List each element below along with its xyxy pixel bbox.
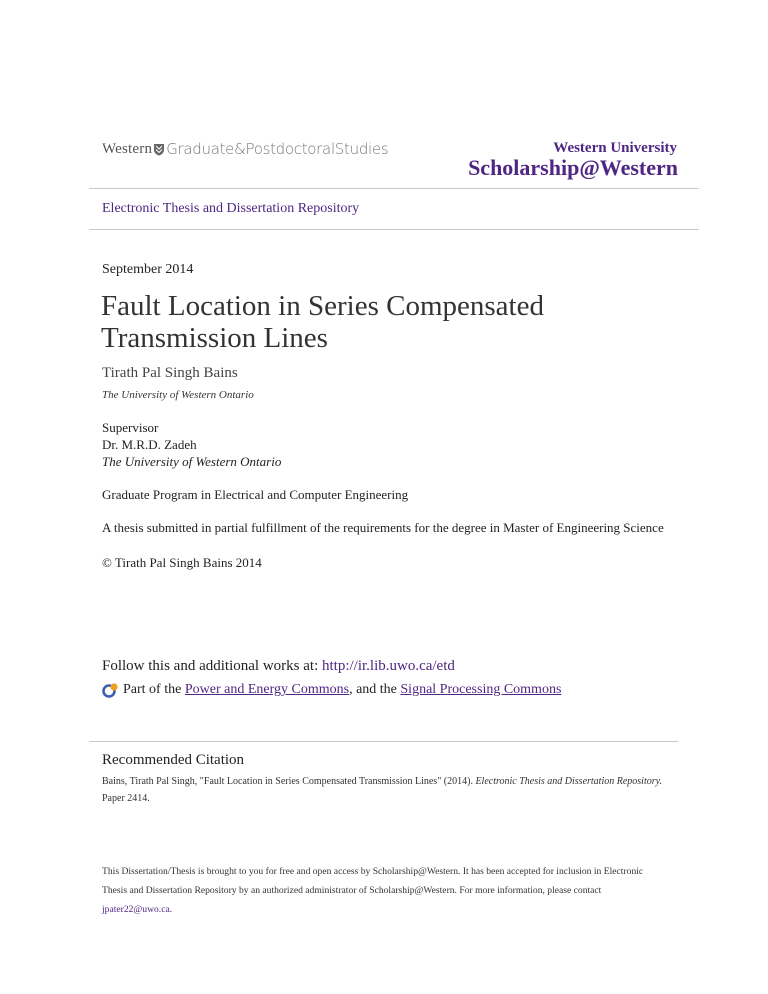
- footer-notice: [102, 862, 662, 919]
- follow-text: Follow this and additional works at:: [102, 658, 319, 674]
- footer-text: This Dissertation/Thesis is brought to you for free and open access by Scholarship@Western. It has been accepted for inclusion in Electronic Thesis and Dissertation Repository by an authorized administrator of Scholarship@Western. For more information, please contact: [102, 866, 644, 896]
- signal-processing-commons-link[interactable]: Signal Processing Commons: [400, 682, 562, 697]
- footer-end: .: [169, 904, 173, 915]
- crest-icon: [153, 143, 165, 156]
- supervisor-institution: The University of Western Ontario: [102, 454, 282, 469]
- digital-commons-icon: [102, 682, 120, 698]
- contact-email-link[interactable]: jpater22@uwo.ca: [102, 904, 170, 915]
- power-energy-commons-link[interactable]: Power and Energy Commons: [184, 682, 350, 697]
- university-name: Western University: [553, 140, 677, 156]
- publication-date: September 2014: [102, 262, 194, 277]
- etd-url-link[interactable]: http://ir.lib.uwo.ca/etd: [321, 658, 455, 674]
- supervisor-label: Supervisor: [102, 420, 159, 435]
- copyright: © Tirath Pal Singh Bains 2014: [102, 555, 262, 570]
- divider: [89, 188, 699, 189]
- follow-line: [102, 658, 455, 675]
- commons-prefix: Part of the: [123, 682, 182, 697]
- commons-middle: , and the: [349, 682, 397, 697]
- citation-heading: Recommended Citation: [102, 752, 245, 768]
- site-name[interactable]: Scholarship@Western: [468, 155, 678, 180]
- citation-series: Electronic Thesis and Dissertation Repository.: [475, 776, 663, 787]
- divider: [89, 229, 699, 230]
- degree-statement: A thesis submitted in partial fulfillment of the requirements for the degree in Master of Engineering Science: [102, 520, 664, 535]
- commons-line: [102, 682, 561, 698]
- citation-paper: Paper 2414.: [102, 793, 150, 804]
- logo-gps-text: Graduate&PostdoctoralStudies: [166, 140, 389, 158]
- author-name: Tirath Pal Singh Bains: [102, 365, 238, 381]
- program: Graduate Program in Electrical and Computer Engineering: [102, 487, 409, 502]
- supervisor-name: Dr. M.R.D. Zadeh: [102, 437, 197, 452]
- repository-link[interactable]: Electronic Thesis and Dissertation Repository: [102, 201, 360, 216]
- western-gps-logo[interactable]: [102, 140, 388, 158]
- logo-western-text: Western: [102, 140, 153, 157]
- citation-plain: Bains, Tirath Pal Singh, "Fault Location in Series Compensated Transmission Lines" (2014).: [102, 776, 473, 787]
- citation-text: [102, 773, 662, 807]
- thesis-title: Fault Location in Series Compensated Transmission Lines: [101, 290, 544, 354]
- divider: [89, 741, 678, 742]
- author-institution: The University of Western Ontario: [102, 389, 254, 401]
